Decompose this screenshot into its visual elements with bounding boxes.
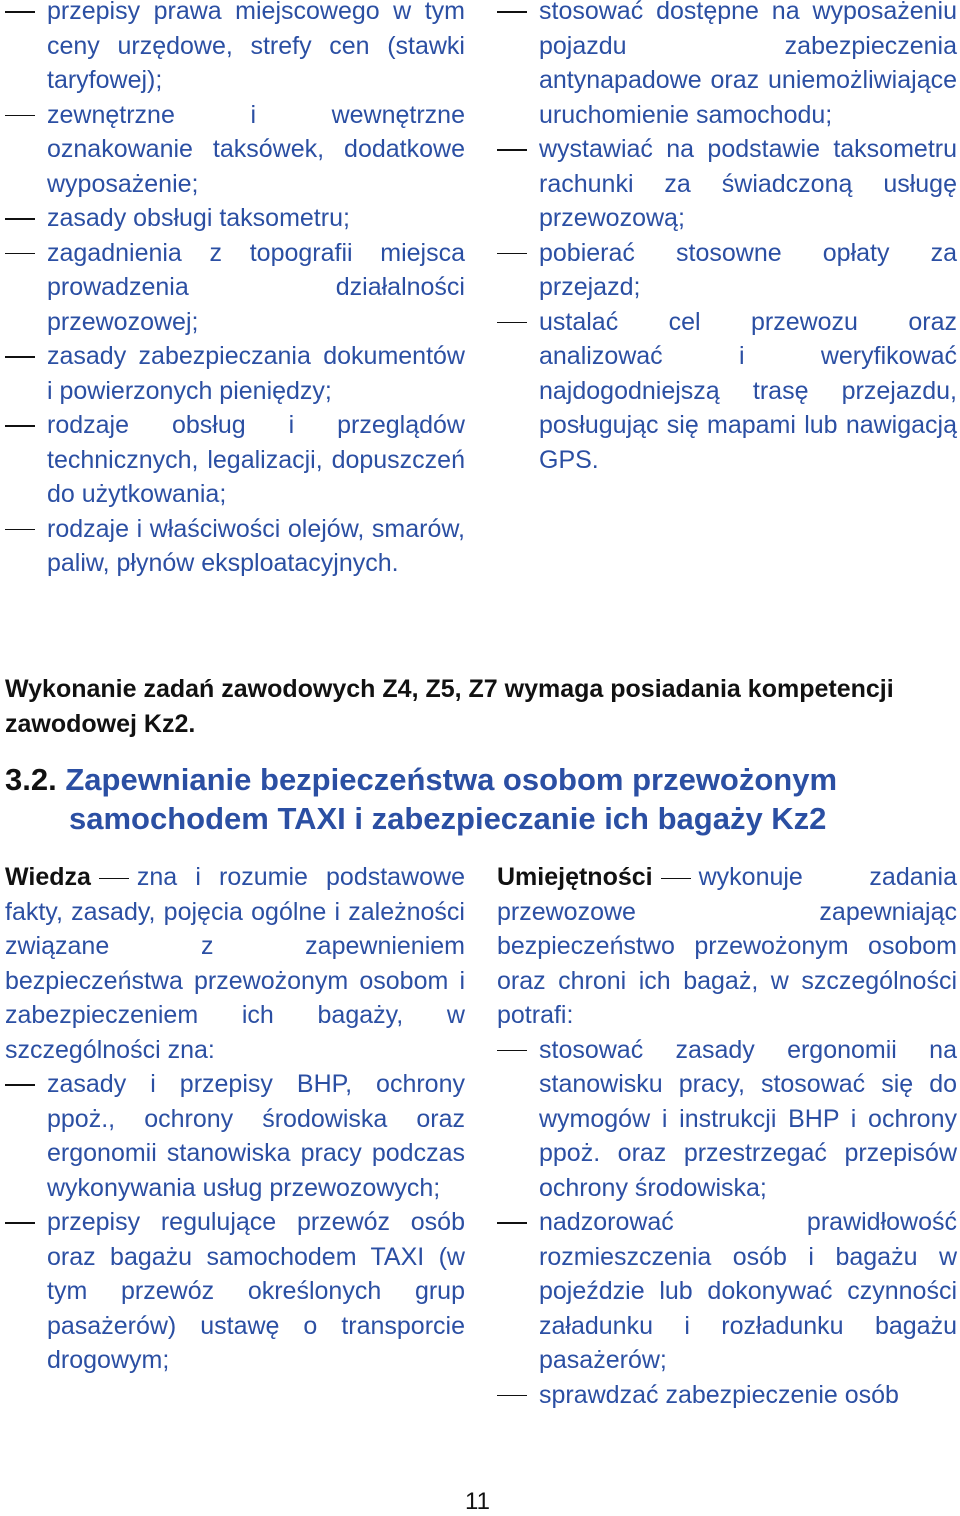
page-number: 11	[465, 1488, 490, 1515]
knowledge-intro	[5, 860, 465, 1067]
list-item: przepisy regulujące przewóz osób oraz bagażu samochodem TAXI (w tym przewóz określonych grup pasażerów) ustawę o transporcie drogowym;	[5, 1205, 465, 1378]
list-item: zewnętrzne i wewnętrzne oznakowanie taksówek, dodatkowe wyposażenie;	[5, 98, 465, 202]
list-item: stosować dostępne na wyposażeniu pojazdu zabezpieczenia antynapadowe oraz uniemożliwiające uruchomienie samochodu;	[497, 0, 957, 132]
competency-note: Wykonanie zadań zawodowych Z4, Z5, Z7 wymaga posiadania kompetencji zawodowej Kz2.	[5, 675, 894, 738]
section-title-line2: samochodem TAXI i zabezpieczanie ich bagaży Kz2	[69, 801, 827, 836]
knowledge-list	[5, 1067, 465, 1378]
skills-intro-text: wykonuje zadania przewozowe zapewniając bezpieczeństwo przewożonym osobom oraz chroni ich bagaż, w szczególności potrafi:	[497, 863, 957, 1029]
top-right-column	[497, 0, 957, 477]
list-item: zasady obsługi taksometru;	[5, 201, 465, 236]
dash-separator	[99, 878, 129, 880]
list-item: pobierać stosowne opłaty za przejazd;	[497, 236, 957, 305]
section-number: 3.2.	[5, 762, 57, 797]
list-item: sprawdzać zabezpieczenie osób	[497, 1378, 957, 1413]
knowledge-intro-text: zna i rozumie podstawowe fakty, zasady, pojęcia ogólne i zależności związane z zapewnieniem bezpieczeństwa przewożonym osobom i zabezpieczeniem ich bagaży, w szczególności zna:	[5, 863, 465, 1064]
knowledge-term: Wiedza	[5, 863, 91, 891]
skills-term: Umiejętności	[497, 863, 653, 891]
list-item: rodzaje i właściwości olejów, smarów, paliw, płynów eksploatacyjnych.	[5, 512, 465, 581]
list-item: zasady zabezpieczania dokumentów i powierzonych pieniędzy;	[5, 339, 465, 408]
list-item: nadzorować prawidłowość rozmieszczenia osób i bagażu w pojeździe lub dokonywać czynności załadunku i rozładunku bagażu pasażerów;	[497, 1205, 957, 1378]
skill-list	[497, 0, 957, 477]
knowledge-column	[5, 860, 465, 1378]
list-item: rodzaje obsług i przeglądów technicznych, legalizacji, dopuszczeń do użytkowania;	[5, 408, 465, 512]
section-title-line1: Zapewnianie bezpieczeństwa osobom przewożonym	[65, 762, 838, 797]
list-item: przepisy prawa miejscowego w tym ceny urzędowe, strefy cen (stawki taryfowej);	[5, 0, 465, 98]
skills-column	[497, 860, 957, 1412]
list-item: ustalać cel przewozu oraz analizować i weryfikować najdogodniejszą trasę przejazdu, posługując się mapami lub nawigacją GPS.	[497, 305, 957, 478]
list-item: stosować zasady ergonomii na stanowisku pracy, stosować się do wymogów i instrukcji BHP i ochrony ppoż. oraz przestrzegać przepisów ochrony środowiska;	[497, 1033, 957, 1206]
section-heading	[5, 760, 955, 838]
list-item: zasady i przepisy BHP, ochrony ppoż., ochrony środowiska oraz ergonomii stanowiska pracy podczas wykonywania usług przewozowych;	[5, 1067, 465, 1205]
skills-list	[497, 1033, 957, 1413]
top-left-column	[5, 0, 465, 581]
dash-separator	[661, 878, 691, 880]
skills-intro	[497, 860, 957, 1033]
topic-list	[5, 0, 465, 581]
list-item: wystawiać na podstawie taksometru rachunki za świadczoną usługę przewozową;	[497, 132, 957, 236]
list-item: zagadnienia z topografii miejsca prowadzenia działalności przewozowej;	[5, 236, 465, 340]
